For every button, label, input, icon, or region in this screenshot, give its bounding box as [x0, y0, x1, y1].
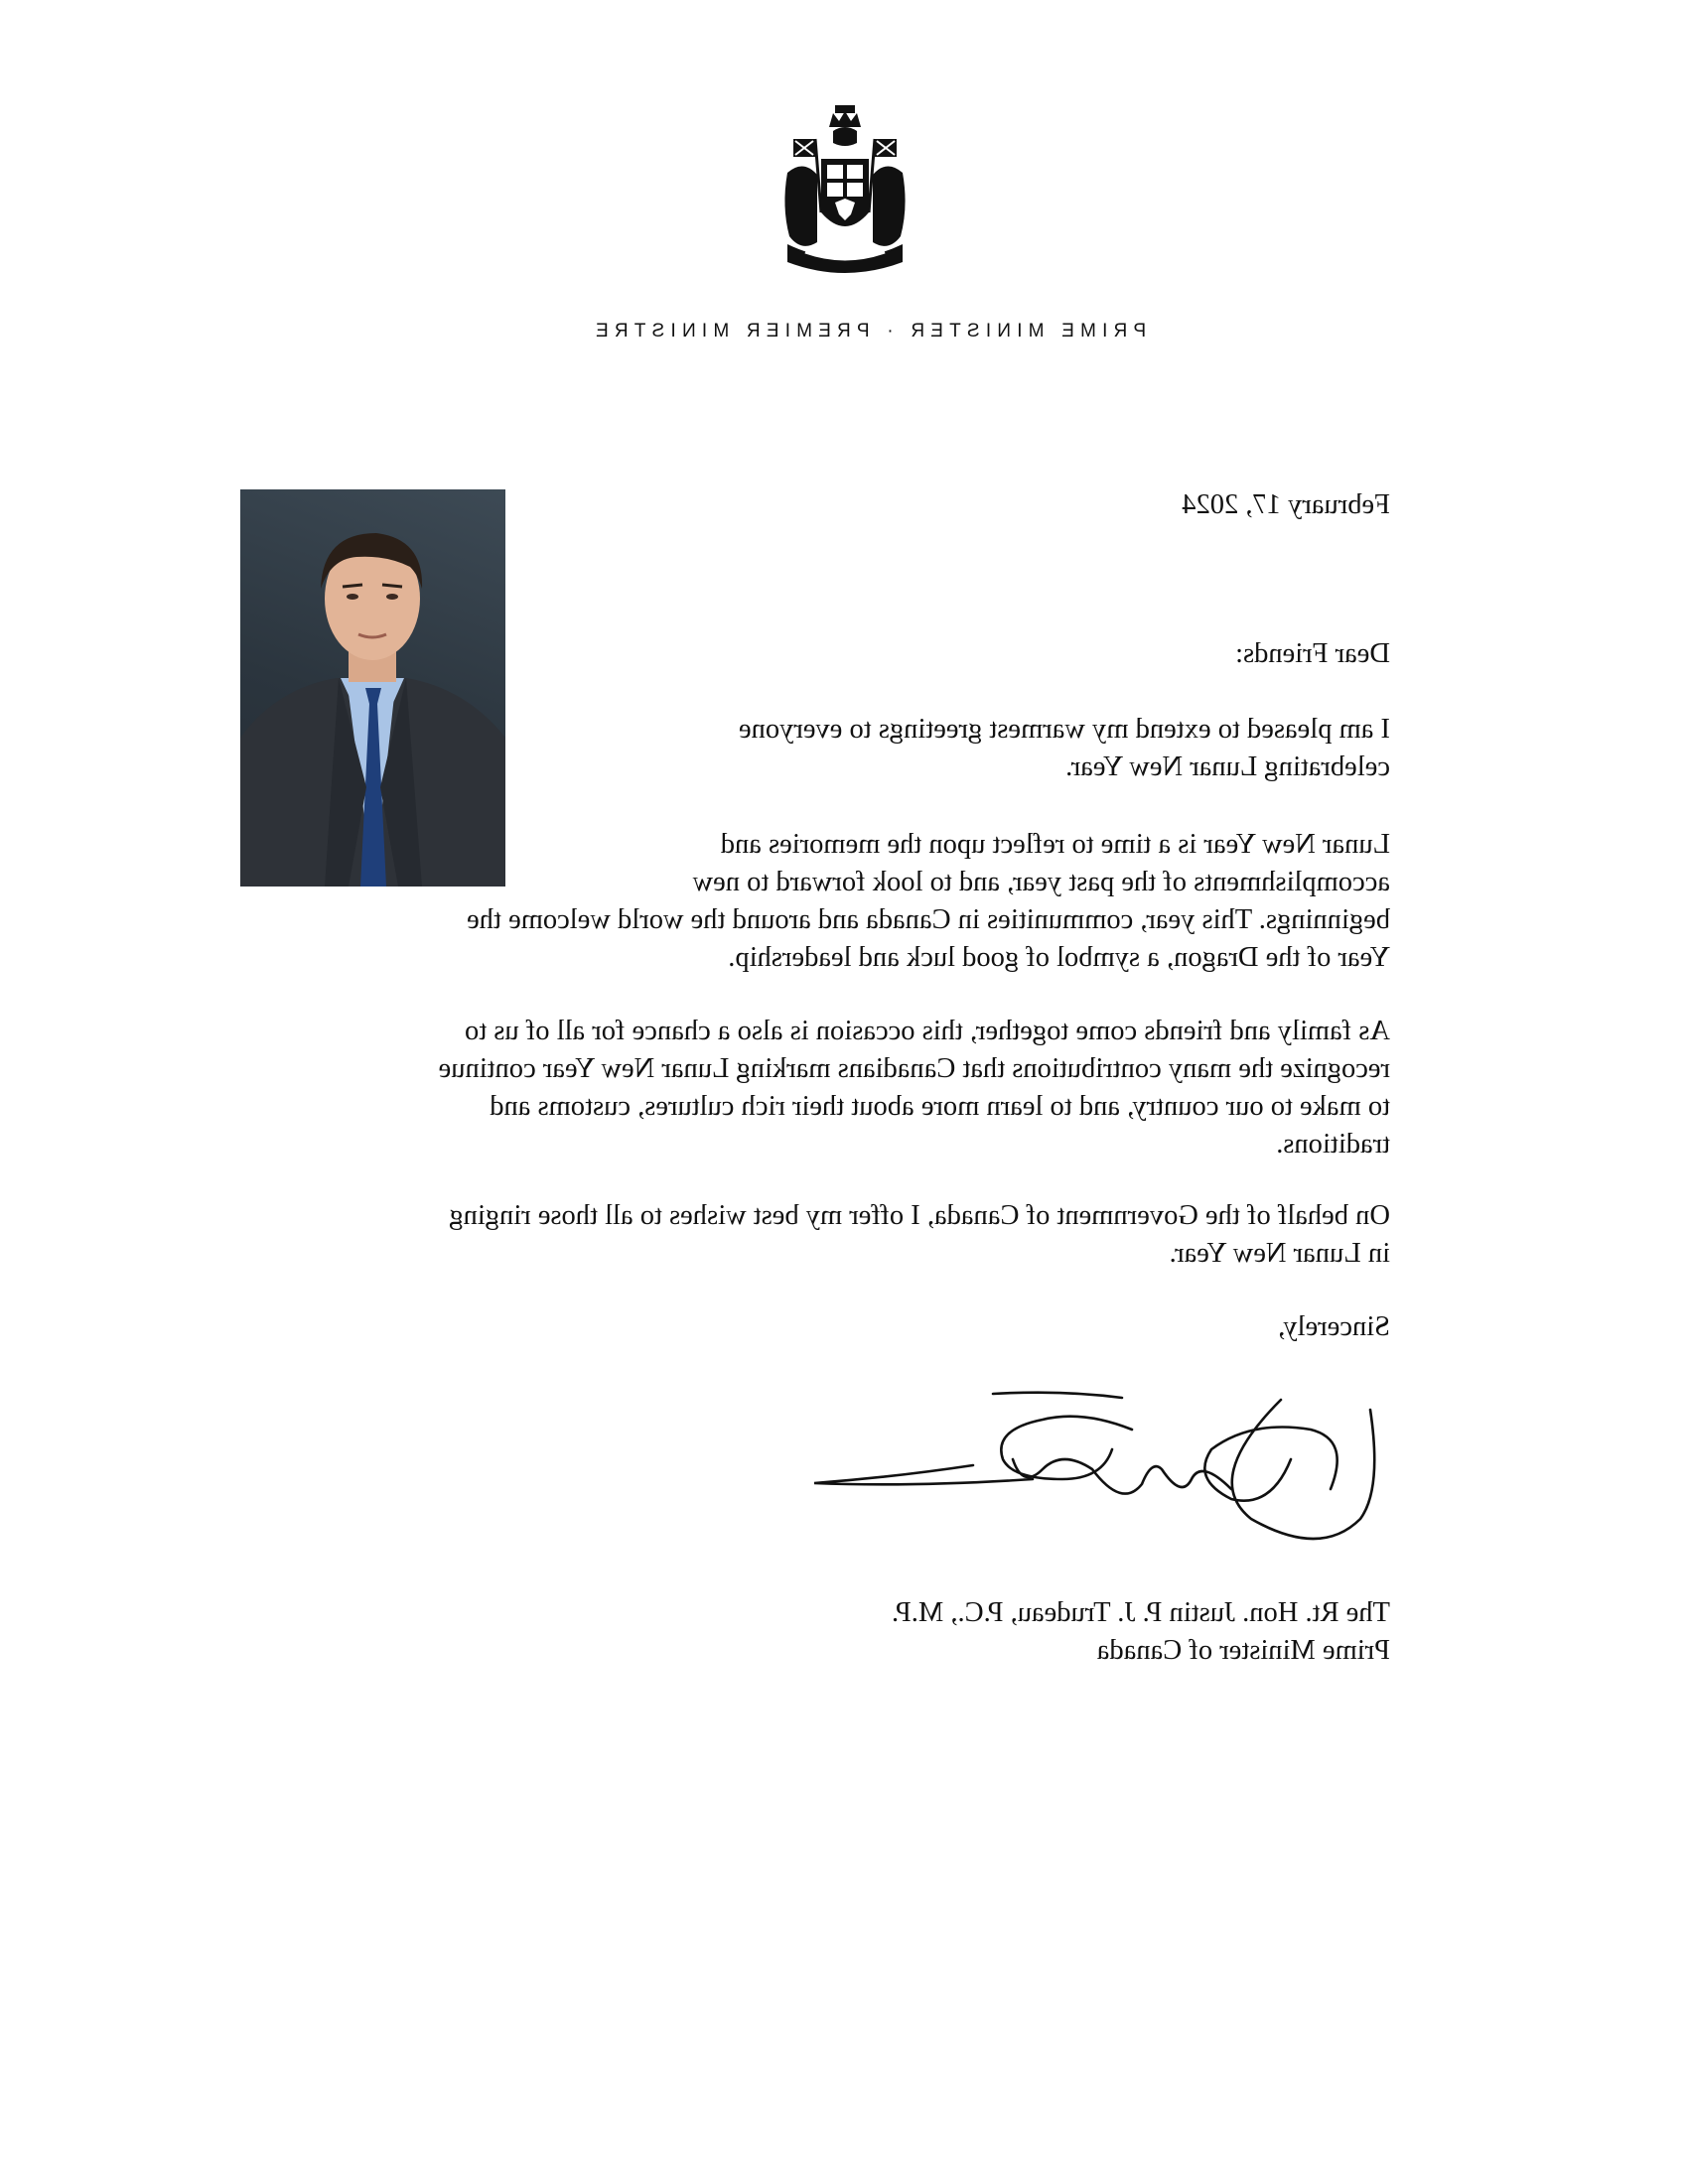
text-line: Lunar New Year is a time to reflect upon the memories and: [720, 829, 1390, 860]
paragraph-reflection: [467, 826, 1390, 977]
signature-icon: [794, 1370, 1390, 1569]
portrait-figure: [240, 489, 505, 887]
text-line: traditions.: [1276, 1129, 1390, 1160]
office-name: PRIME MINISTER · PREMIER MINISTRE: [589, 321, 1147, 341]
salutation: Dear Friends:: [1235, 638, 1390, 669]
signer-name: The Rt. Hon. Justin P. J. Trudeau, P.C., M.P.: [891, 1597, 1390, 1628]
text-line: On behalf of the Government of Canada, I offer my best wishes to all those ringing: [449, 1200, 1390, 1231]
text-line: I am pleased to extend my warmest greetings to everyone: [738, 714, 1390, 745]
text-line: accomplishments of the past year, and to look forward to new: [692, 867, 1390, 897]
letter-date: February 17, 2024: [1182, 489, 1390, 520]
signer-title: Prime Minister of Canada: [1096, 1635, 1390, 1666]
text-line: celebrating Lunar New Year.: [1065, 751, 1390, 782]
text-line: beginnings. This year, communities in Canada and around the world welcome the: [467, 904, 1390, 935]
paragraph-greeting: [739, 711, 1390, 786]
paragraph-contributions: [439, 1013, 1390, 1163]
signature-block: [892, 1594, 1390, 1670]
text-line: Year of the Dragon, a symbol of good luck and leadership.: [728, 942, 1390, 973]
text-line: recognize the many contributions that Canadians marking Lunar New Year continue: [438, 1053, 1390, 1084]
closing: Sincerely,: [1278, 1311, 1390, 1342]
paragraph-wishes: [449, 1197, 1390, 1273]
coat-of-arms-icon: [777, 103, 913, 280]
text-line: As family and friends come together, this occasion is also a chance for all of us to: [465, 1016, 1390, 1046]
text-line: to make to our country, and to learn more about their rich cultures, customs and: [490, 1091, 1390, 1122]
text-line: in Lunar New Year.: [1169, 1238, 1390, 1269]
portrait-photo: [240, 489, 505, 887]
